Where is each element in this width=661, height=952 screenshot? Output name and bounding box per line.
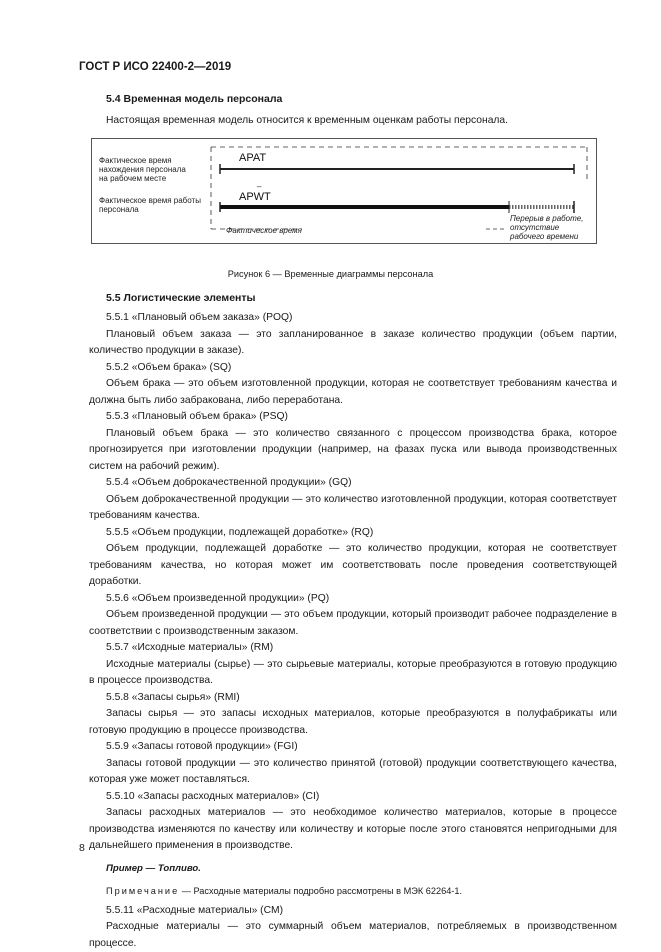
item-text: Объем доброкачественной продукции — это количество изготовленной продукции, которая соответствует требованиям качества. (89, 493, 617, 521)
item-title: 5.5.4 «Объем доброкачественной продукции» (GQ) (106, 477, 352, 488)
section-heading-5-5: 5.5 Логистические элементы (106, 292, 256, 304)
item-title: 5.5.11 «Расходные материалы» (CM) (106, 904, 284, 916)
figure-caption: Рисунок 6 — Временные диаграммы персонала (227, 269, 434, 279)
row1-label-line1: Фактическое время (99, 156, 172, 165)
item-title: 5.5.1 «Плановый объем заказа» (POQ) (106, 312, 293, 323)
example-text: Пример — Топливо. (106, 862, 201, 874)
item-text: Объем брака — это объем изготовленной продукции, которая не соответствует требованиям качества и должна быть либо забракована, либо переработана. (89, 378, 617, 406)
item-text: Запасы готовой продукции — это количество принятой (готовой) продукции соответствующего качества, которая уже может поставляться. (89, 757, 617, 785)
page-number: 8 (79, 842, 85, 854)
row2-label-line2: персонала (99, 205, 139, 214)
item-title: 5.5.5 «Объем продукции, подлежащей доработке» (RQ) (106, 526, 374, 538)
row2-label-line1: Фактическое время работы (99, 196, 201, 205)
item-title: 5.5.2 «Объем брака» (SQ) (106, 361, 232, 373)
item-text: Объем продукции, подлежащей доработке — это количество продукции, которая не соответствует требованиям качества, но которая может им соответствовать после проведения соответствующей доработки. (89, 543, 617, 587)
item-title: 5.5.10 «Запасы расходных материалов» (CI) (106, 790, 320, 802)
figure-time-diagram (91, 138, 597, 244)
note-label: Примечание (106, 886, 180, 896)
item-text: Запасы сырья — это запасы исходных материалов, которые преобразуются в полуфабрикаты или готовую продукцию в процессе производства. (89, 708, 617, 736)
item-title: 5.5.6 «Объем произведенной продукции» (PQ) (106, 592, 330, 604)
break-label-line1: Перерыв в работе, (510, 214, 584, 223)
apwt-label: APWT (239, 191, 271, 203)
break-label-line2: отсутствие (510, 223, 560, 232)
item-title: 5.5.8 «Запасы сырья» (RMI) (106, 691, 240, 703)
item-text: Запасы расходных материалов — это необходимое количество материалов, которые в процессе производства изменяются по качеству или количеству и которые после этого становятся непригодными для дальнейшего применения в производстве. (89, 807, 617, 851)
time-diagram-svg (92, 139, 598, 245)
item-text: Расходные материалы — это суммарный объем материалов, потребляемых в производственном процессе. (89, 921, 617, 949)
apat-label: APAT (239, 152, 267, 164)
item-text: Плановый объем заказа — это запланированное в заказе количество продукции (объем партии, количество продукции в заказе). (89, 328, 617, 356)
section-heading-5-4: 5.4 Временная модель персонала (106, 93, 283, 105)
item-text: Объем произведенной продукции — это объем продукции, который производит рабочее подразделение в соответствии с производственным заказом. (89, 609, 617, 637)
item-text: Исходные материалы (сырье) — это сырьевые материалы, которые преобразуются в готовую продукцию в процессе производства. (89, 658, 617, 686)
small-mark: – (257, 182, 262, 191)
section-intro (89, 113, 617, 130)
item-title: 5.5.3 «Плановый объем брака» (PSQ) (106, 411, 288, 422)
row1-label-line2: нахождения персонала (99, 165, 186, 174)
document-header: ГОСТ Р ИСО 22400-2—2019 (79, 61, 232, 73)
row1-label-line3: на рабочем месте (99, 174, 167, 183)
actual-time-label: Фактическое время (226, 226, 302, 235)
break-label-line3: рабочего времени (510, 232, 579, 241)
item-title: 5.5.7 «Исходные материалы» (RM) (106, 642, 274, 653)
item-title: 5.5.9 «Запасы готовой продукции» (FGI) (106, 741, 298, 752)
note-text: — Расходные материалы подробно рассмотрены в МЭК 62264-1. (179, 886, 463, 896)
section-5-5-body (89, 310, 617, 952)
note (89, 883, 617, 900)
intro-text: Настоящая временная модель относится к временным оценкам работы персонала. (106, 115, 509, 126)
item-text: Плановый объем брака — это количество связанного с процессом производства брака, которое прогнозируется при изготовлении продукции (например, на фазах пуска или вывода производственных систем на рабочий режим). (89, 427, 617, 472)
